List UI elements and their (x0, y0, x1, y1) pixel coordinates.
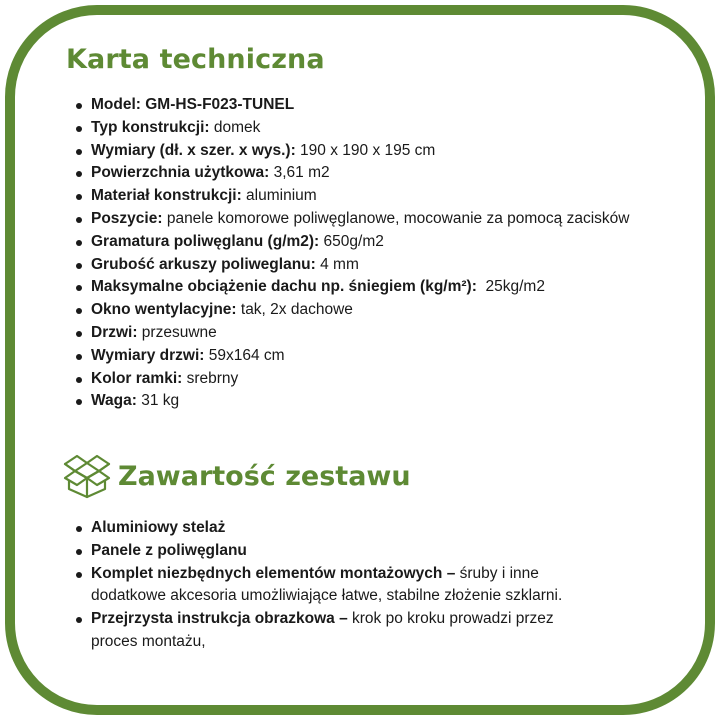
spec-label: Okno wentylacyjne: (91, 301, 237, 319)
spec-value: panele komorowe poliwęglanowe, mocowanie za pomocą zacisków (162, 209, 630, 227)
spec-value: domek (209, 118, 261, 136)
contents-item-mounting-kit (75, 563, 635, 609)
bullet-icon (76, 171, 82, 177)
open-box-icon (62, 453, 112, 499)
contents-list (75, 517, 635, 654)
spec-item-dimensions (75, 140, 682, 163)
spec-label: Model: GM-HS-F023-TUNEL (91, 96, 295, 113)
spec-label: Gramatura poliwęglanu (g/m2): (91, 232, 320, 250)
bullet-icon (76, 263, 82, 269)
bullet-icon (76, 149, 82, 155)
bullet-icon (76, 331, 82, 337)
spec-item-door-dimensions (75, 345, 682, 368)
spec-item-type (75, 117, 682, 140)
spec-item-snow-load (75, 276, 682, 299)
bullet-icon (76, 526, 82, 532)
contents-item-panels (75, 540, 635, 563)
spec-item-door (75, 322, 682, 345)
contents-section-header (62, 453, 411, 499)
spec-item-vent-window (75, 299, 682, 322)
contents-label: Panele z poliwęglanu (91, 541, 247, 559)
bullet-icon (76, 377, 82, 383)
spec-label: Materiał konstrukcji: (91, 187, 242, 205)
spec-value: 190 x 190 x 195 cm (295, 141, 436, 159)
bullet-icon (76, 617, 82, 623)
bullet-icon (76, 194, 82, 200)
contents-label: Aluminiowy stelaż (91, 519, 226, 536)
spec-item-area (75, 162, 682, 185)
bullet-icon (76, 240, 82, 246)
contents-label: Komplet niezbędnych elementów montażowych – (91, 564, 456, 582)
spec-item-frame-color (75, 368, 682, 391)
spec-label: Typ konstrukcji: (91, 118, 210, 136)
spec-value: 59x164 cm (204, 346, 285, 364)
spec-value: tak, 2x dachowe (236, 301, 353, 319)
bullet-icon (76, 572, 82, 578)
spec-item-grammage (75, 231, 682, 254)
bullet-icon (76, 126, 82, 132)
bullet-icon (76, 103, 82, 109)
spec-value: 31 kg (136, 392, 180, 410)
spec-value: 25kg/m2 (476, 278, 545, 296)
spec-label: Waga: (91, 392, 137, 410)
contents-value-line2: dodatkowe akcesoria umożliwiające łatwe, stabilne złożenie szklarni. (91, 587, 563, 605)
spec-section-title: Karta techniczna (66, 44, 325, 75)
spec-value: 650g/m2 (319, 232, 384, 250)
spec-label: Maksymalne obciążenie dachu np. śniegiem (kg/m²): (91, 278, 477, 296)
spec-label: Poszycie: (91, 209, 163, 227)
bullet-icon (76, 549, 82, 555)
spec-label: Wymiary drzwi: (91, 346, 205, 364)
spec-item-covering (75, 208, 682, 231)
bullet-icon (76, 354, 82, 360)
spec-item-thickness (75, 254, 682, 277)
spec-label: Kolor ramki: (91, 369, 183, 387)
spec-list (75, 94, 682, 413)
contents-item-frame (75, 517, 635, 540)
contents-value-line2: proces montażu, (91, 632, 206, 650)
spec-label: Grubość arkuszy poliweglanu: (91, 255, 316, 273)
spec-value: 3,61 m2 (269, 164, 330, 182)
spec-label: Powierzchnia użytkowa: (91, 164, 270, 182)
spec-value: aluminium (241, 187, 317, 205)
spec-item-weight (75, 390, 682, 413)
contents-label: Przejrzysta instrukcja obrazkowa – (91, 610, 348, 628)
bullet-icon (76, 308, 82, 314)
bullet-icon (76, 217, 82, 223)
bullet-icon (76, 285, 82, 291)
spec-label: Drzwi: (91, 323, 138, 341)
contents-value: krok po kroku prowadzi przez (347, 610, 554, 628)
contents-item-instructions (75, 608, 631, 654)
contents-value: śruby i inne (455, 564, 539, 582)
contents-section-title: Zawartość zestawu (118, 460, 411, 492)
spec-item-material (75, 185, 682, 208)
spec-item-model (75, 94, 682, 117)
bullet-icon (76, 399, 82, 405)
spec-label: Wymiary (dł. x szer. x wys.): (91, 141, 296, 159)
spec-value: srebrny (182, 369, 239, 387)
spec-value: 4 mm (315, 255, 359, 273)
spec-value: przesuwne (137, 323, 217, 341)
